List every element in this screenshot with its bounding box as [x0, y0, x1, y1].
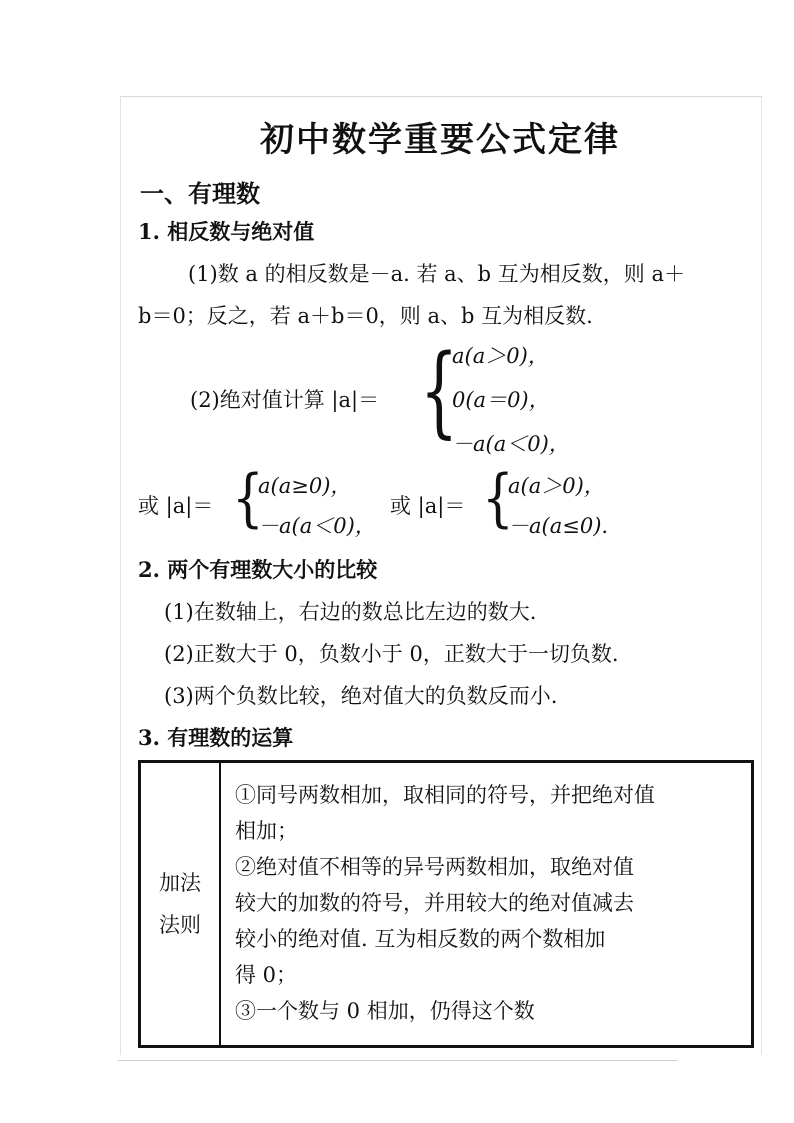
- subsection-heading-1: 1. 相反数与绝对值: [138, 219, 315, 244]
- table-row: [140, 762, 753, 1047]
- rule-line: ③一个数与 0 相加，仍得这个数: [235, 999, 535, 1023]
- rule-line: ①同号两数相加，取相同的符号，并把绝对值: [235, 783, 655, 807]
- left-brace-icon: {: [482, 462, 514, 535]
- alt-abs-label-1: 或 |a|＝: [138, 494, 214, 518]
- abs-value-label: (2)绝对值计算 |a|＝: [190, 388, 380, 412]
- rule-line: ②绝对值不相等的异号两数相加，取绝对值: [235, 855, 634, 879]
- page-title: 初中数学重要公式定律: [260, 120, 620, 160]
- abs-case-2: 0(a＝0)，: [452, 388, 550, 412]
- rule-line: 较小的绝对值. 互为相反数的两个数相加: [235, 927, 606, 951]
- alt1-case-1: a(a≥0)，: [258, 474, 352, 498]
- rule-name-line-2: 法则: [159, 913, 201, 937]
- rule-body-cell: [220, 762, 753, 1047]
- paragraph-line-1: (1)数 a 的相反数是－a. 若 a、b 互为相反数，则 a＋: [188, 262, 685, 286]
- alt-abs-label-2: 或 |a|＝: [390, 494, 466, 518]
- rule-line: 相加；: [235, 819, 298, 843]
- abs-case-1: a(a＞0)，: [452, 344, 549, 368]
- alt1-case-2: －a(a＜0)，: [258, 514, 376, 538]
- rule-name-cell: [140, 762, 221, 1047]
- compare-item-2: (2)正数大于 0，负数小于 0，正数大于一切负数.: [164, 642, 619, 666]
- section-heading: 一、有理数: [140, 179, 260, 208]
- alt2-case-1: a(a＞0)，: [508, 474, 605, 498]
- subsection-heading-3: 3. 有理数的运算: [138, 725, 294, 750]
- left-brace-icon: {: [232, 462, 264, 535]
- rule-line: 较大的加数的符号，并用较大的绝对值减去: [235, 891, 634, 915]
- subsection-heading-2: 2. 两个有理数大小的比较: [138, 557, 378, 582]
- bottom-rule: [118, 1060, 678, 1061]
- compare-item-3: (3)两个负数比较，绝对值大的负数反而小.: [164, 684, 558, 708]
- rule-name-line-1: 加法: [159, 871, 201, 895]
- alt2-case-2: －a(a≤0).: [508, 514, 609, 538]
- rule-line: 得 0；: [235, 963, 298, 987]
- paragraph-line-2: b＝0；反之，若 a＋b＝0，则 a、b 互为相反数.: [138, 304, 593, 328]
- compare-item-1: (1)在数轴上，右边的数总比左边的数大.: [164, 600, 537, 624]
- left-brace-icon: {: [420, 334, 459, 450]
- abs-case-3: －a(a＜0)，: [452, 432, 570, 456]
- addition-rules-table: [138, 760, 754, 1048]
